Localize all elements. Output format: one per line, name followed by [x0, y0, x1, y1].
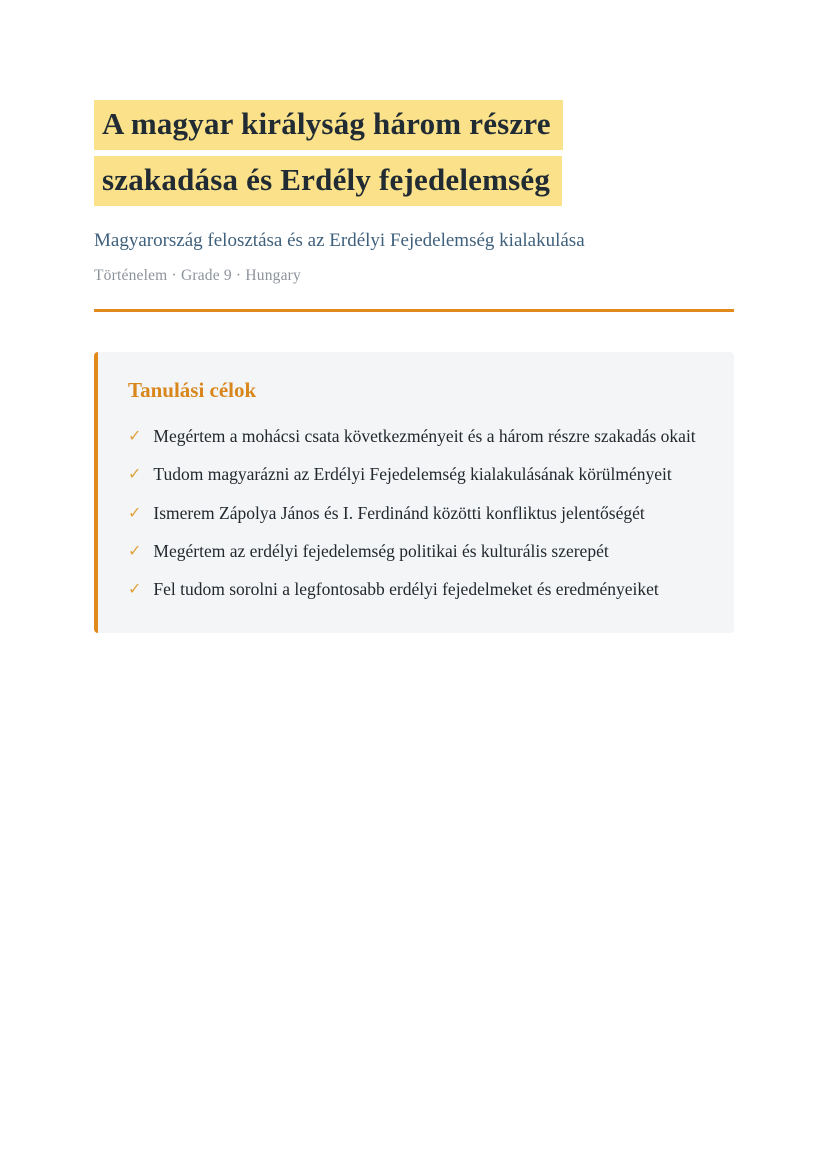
learning-goals-card — [94, 352, 734, 633]
goal-text: Megértem az erdélyi fejedelemség politikai és kulturális szerepét — [153, 540, 609, 561]
page-title-line-2: szakadása és Erdély fejedelemség — [94, 156, 562, 206]
page-subtitle: Magyarország felosztása és az Erdélyi Fejedelemség kialakulása — [94, 229, 585, 251]
page-title-line-1: A magyar királyság három részre — [94, 100, 563, 150]
goal-text: Fel tudom sorolni a legfontosabb erdélyi fejedelmeket és eredményeiket — [153, 579, 659, 600]
lesson-content — [94, 100, 734, 633]
list-item — [128, 576, 700, 603]
checkmark-icon: ✓ — [128, 428, 142, 446]
learning-goals-list — [128, 423, 700, 603]
list-item — [128, 423, 700, 450]
goal-text: Megértem a mohácsi csata következményeit és a három részre szakadás okait — [153, 426, 696, 447]
learning-goals-heading: Tanulási célok — [128, 378, 257, 403]
divider-rule — [94, 309, 734, 312]
list-item — [128, 538, 700, 565]
page-title-line-2-wrap — [94, 156, 734, 212]
goal-text: Ismerem Zápolya János és I. Ferdinánd közötti konfliktus jelentőségét — [153, 502, 645, 523]
checkmark-icon: ✓ — [128, 542, 142, 560]
checkmark-icon: ✓ — [128, 504, 142, 522]
list-item — [128, 500, 700, 527]
page-title — [94, 100, 734, 212]
goal-text: Tudom magyarázni az Erdélyi Fejedelemség kialakulásának körülményeit — [153, 464, 672, 485]
checkmark-icon: ✓ — [128, 466, 142, 484]
page-title-line-1-wrap — [94, 100, 734, 156]
checkmark-icon: ✓ — [128, 581, 142, 599]
list-item — [128, 461, 700, 488]
lesson-meta: Történelem · Grade 9 · Hungary — [94, 267, 301, 285]
